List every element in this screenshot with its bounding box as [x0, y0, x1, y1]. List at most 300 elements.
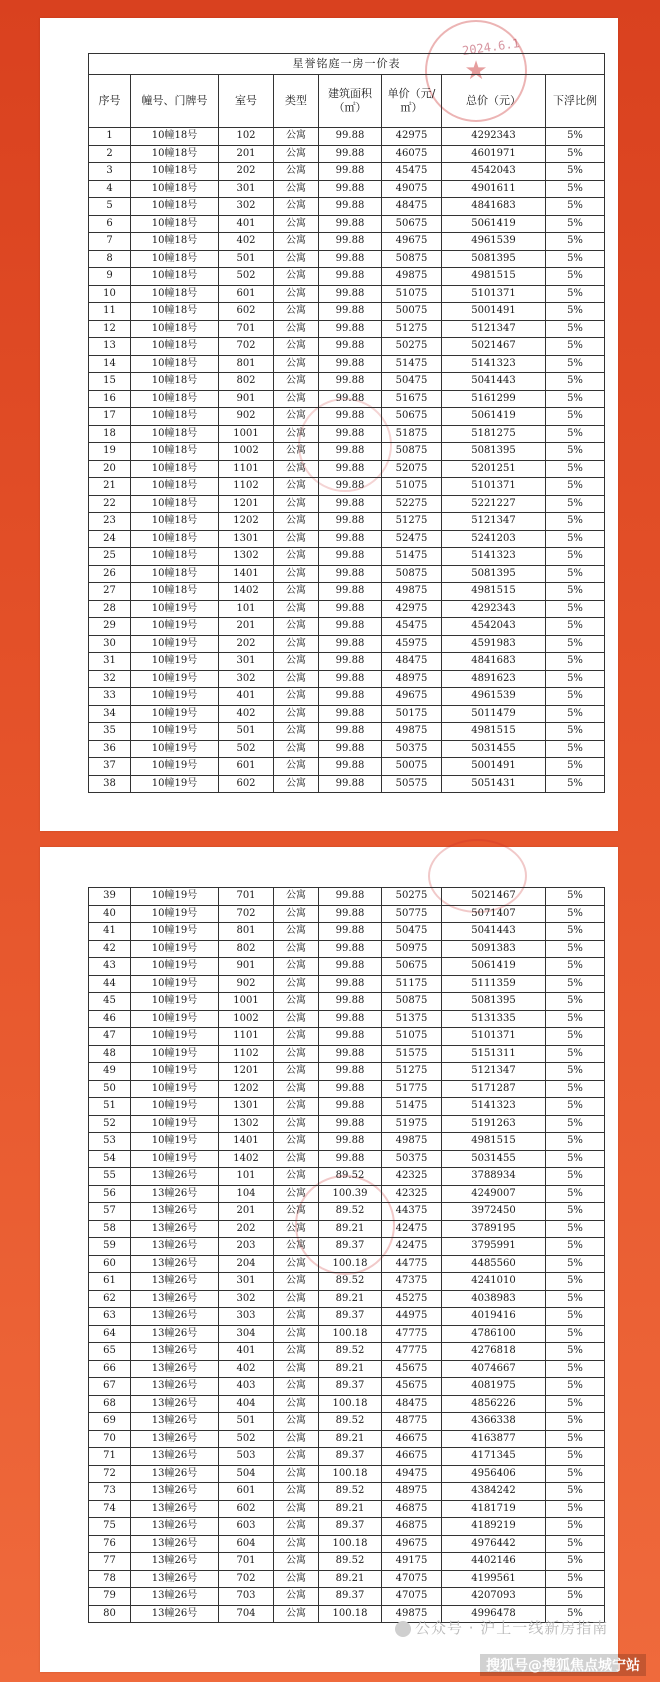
table-cell: 11: [89, 303, 131, 321]
table-cell: 13: [89, 338, 131, 356]
table-cell: 99.88: [319, 940, 382, 958]
table-cell: 89.52: [319, 1483, 382, 1501]
table-cell: 13幢26号: [131, 1413, 219, 1431]
table-cell: 24: [89, 530, 131, 548]
table-cell: 101: [219, 600, 274, 618]
table-cell: 公寓: [274, 285, 319, 303]
table-cell: 701: [219, 888, 274, 906]
table-cell: 10幢18号: [131, 250, 219, 268]
table-row: [89, 1395, 605, 1413]
table-cell: 74: [89, 1500, 131, 1518]
table-cell: 41: [89, 923, 131, 941]
table-row: [89, 1518, 605, 1536]
table-cell: 5061419: [442, 408, 546, 426]
table-cell: 5011479: [442, 705, 546, 723]
table-cell: 公寓: [274, 958, 319, 976]
table-cell: 5%: [546, 1325, 605, 1343]
table-cell: 47375: [382, 1273, 442, 1291]
table-cell: 28: [89, 600, 131, 618]
table-row: [89, 958, 605, 976]
table-cell: 9: [89, 268, 131, 286]
table-cell: 99.88: [319, 670, 382, 688]
table-cell: 100.39: [319, 1185, 382, 1203]
table-row: [89, 940, 605, 958]
table-cell: 5%: [546, 958, 605, 976]
table-cell: 5%: [546, 993, 605, 1011]
table-cell: 49875: [382, 268, 442, 286]
table-cell: 5%: [546, 425, 605, 443]
table-cell: 12: [89, 320, 131, 338]
table-cell: 65: [89, 1343, 131, 1361]
table-cell: 204: [219, 1255, 274, 1273]
table-cell: 公寓: [274, 618, 319, 636]
table-cell: 3795991: [442, 1238, 546, 1256]
table-cell: 99.88: [319, 1063, 382, 1081]
table-cell: 52: [89, 1115, 131, 1133]
table-cell: 100.18: [319, 1325, 382, 1343]
column-header: 室号: [219, 75, 274, 128]
table-cell: 13幢26号: [131, 1185, 219, 1203]
table-cell: 49475: [382, 1465, 442, 1483]
table-cell: 100.18: [319, 1535, 382, 1553]
table-cell: 99.88: [319, 1115, 382, 1133]
table-cell: 13幢26号: [131, 1588, 219, 1606]
table-cell: 公寓: [274, 583, 319, 601]
table-cell: 5001491: [442, 303, 546, 321]
table-cell: 公寓: [274, 740, 319, 758]
table-cell: 13幢26号: [131, 1430, 219, 1448]
table-row: [89, 1220, 605, 1238]
table-cell: 62: [89, 1290, 131, 1308]
table-cell: 604: [219, 1535, 274, 1553]
table-cell: 5121347: [442, 1063, 546, 1081]
table-cell: 99.88: [319, 373, 382, 391]
table-cell: 99.88: [319, 1098, 382, 1116]
table-cell: 4019416: [442, 1308, 546, 1326]
table-cell: 5121347: [442, 320, 546, 338]
table-row: [89, 1080, 605, 1098]
table-cell: 10幢18号: [131, 408, 219, 426]
table-cell: 99.88: [319, 303, 382, 321]
table-cell: 104: [219, 1185, 274, 1203]
table-cell: 5%: [546, 583, 605, 601]
table-cell: 203: [219, 1238, 274, 1256]
table-row: [89, 390, 605, 408]
table-cell: 13幢26号: [131, 1238, 219, 1256]
table-cell: 50575: [382, 775, 442, 793]
table-cell: 公寓: [274, 303, 319, 321]
table-cell: 5%: [546, 1203, 605, 1221]
table-cell: 13幢26号: [131, 1535, 219, 1553]
table-cell: 78: [89, 1570, 131, 1588]
table-cell: 公寓: [274, 1203, 319, 1221]
table-cell: 100.18: [319, 1255, 382, 1273]
table-cell: 18: [89, 425, 131, 443]
table-cell: 5%: [546, 740, 605, 758]
table-cell: 1101: [219, 1028, 274, 1046]
watermark: [395, 1617, 608, 1638]
table-cell: 公寓: [274, 1238, 319, 1256]
table-cell: 5%: [546, 618, 605, 636]
table-cell: 5151311: [442, 1045, 546, 1063]
table-cell: 10幢18号: [131, 233, 219, 251]
table-cell: 13幢26号: [131, 1168, 219, 1186]
table-row: [89, 1063, 605, 1081]
column-header: 总价（元）: [442, 75, 546, 128]
table-cell: 67: [89, 1378, 131, 1396]
table-cell: 14: [89, 355, 131, 373]
table-cell: 公寓: [274, 600, 319, 618]
table-cell: 48475: [382, 1395, 442, 1413]
table-cell: 58: [89, 1220, 131, 1238]
table-row: [89, 1028, 605, 1046]
table-cell: 10幢19号: [131, 600, 219, 618]
table-cell: 5161299: [442, 390, 546, 408]
table-cell: 4485560: [442, 1255, 546, 1273]
table-cell: 13幢26号: [131, 1290, 219, 1308]
table-cell: 13幢26号: [131, 1325, 219, 1343]
table-cell: 10幢18号: [131, 548, 219, 566]
table-cell: 99.88: [319, 460, 382, 478]
table-cell: 99.88: [319, 198, 382, 216]
table-row: [89, 1430, 605, 1448]
table-cell: 50375: [382, 1150, 442, 1168]
table-cell: 902: [219, 408, 274, 426]
table-cell: 4402146: [442, 1553, 546, 1571]
table-cell: 公寓: [274, 233, 319, 251]
table-cell: 公寓: [274, 1518, 319, 1536]
table-cell: 50875: [382, 565, 442, 583]
table-cell: 7: [89, 233, 131, 251]
table-cell: 99.88: [319, 215, 382, 233]
table-cell: 10幢19号: [131, 1133, 219, 1151]
table-row: [89, 1378, 605, 1396]
table-cell: 5101371: [442, 1028, 546, 1046]
table-row: [89, 653, 605, 671]
price-table-1: [88, 53, 605, 793]
table-cell: 5%: [546, 478, 605, 496]
table-cell: 901: [219, 958, 274, 976]
table-cell: 13幢26号: [131, 1343, 219, 1361]
table-cell: 89.52: [319, 1273, 382, 1291]
table-cell: 601: [219, 1483, 274, 1501]
table-cell: 公寓: [274, 338, 319, 356]
table-cell: 公寓: [274, 888, 319, 906]
table-cell: 1201: [219, 1063, 274, 1081]
table-cell: 99.88: [319, 338, 382, 356]
table-cell: 49875: [382, 583, 442, 601]
table-cell: 4276818: [442, 1343, 546, 1361]
table-cell: 51975: [382, 1115, 442, 1133]
table-cell: 100.18: [319, 1605, 382, 1623]
table-cell: 5%: [546, 940, 605, 958]
table-cell: 89.52: [319, 1343, 382, 1361]
table-cell: 5%: [546, 1150, 605, 1168]
table-cell: 56: [89, 1185, 131, 1203]
table-cell: 5%: [546, 688, 605, 706]
table-row: [89, 1010, 605, 1028]
table-row: [89, 635, 605, 653]
table-cell: 99.88: [319, 478, 382, 496]
table-cell: 36: [89, 740, 131, 758]
column-header: 序号: [89, 75, 131, 128]
table-cell: 99.88: [319, 548, 382, 566]
table-cell: 5%: [546, 1045, 605, 1063]
table-cell: 5%: [546, 1378, 605, 1396]
table-cell: 5%: [546, 1220, 605, 1238]
table-cell: 47: [89, 1028, 131, 1046]
table-cell: 10幢19号: [131, 1010, 219, 1028]
table-cell: 1302: [219, 1115, 274, 1133]
table-cell: 51075: [382, 478, 442, 496]
table-cell: 5031455: [442, 1150, 546, 1168]
table-cell: 402: [219, 233, 274, 251]
table-cell: 4: [89, 180, 131, 198]
table-cell: 10幢19号: [131, 688, 219, 706]
table-cell: 52075: [382, 460, 442, 478]
table-cell: 5021467: [442, 338, 546, 356]
table-row: [89, 1500, 605, 1518]
table-cell: 49075: [382, 180, 442, 198]
table-cell: 13幢26号: [131, 1448, 219, 1466]
table-cell: 602: [219, 775, 274, 793]
table-cell: 50475: [382, 923, 442, 941]
table-row: [89, 303, 605, 321]
table-cell: 13幢26号: [131, 1570, 219, 1588]
table-cell: 公寓: [274, 1605, 319, 1623]
table-cell: 10幢18号: [131, 320, 219, 338]
table-cell: 5061419: [442, 215, 546, 233]
table-cell: 4956406: [442, 1465, 546, 1483]
table-cell: 302: [219, 1290, 274, 1308]
table-cell: 公寓: [274, 320, 319, 338]
table-cell: 402: [219, 1360, 274, 1378]
seal-date: 2024.6.1: [461, 36, 521, 58]
table-row: [89, 1448, 605, 1466]
table-cell: 4249007: [442, 1185, 546, 1203]
table-cell: 5221227: [442, 495, 546, 513]
table-cell: 1401: [219, 1133, 274, 1151]
table-cell: 5%: [546, 1448, 605, 1466]
table-cell: 51075: [382, 1028, 442, 1046]
table-cell: 13幢26号: [131, 1483, 219, 1501]
table-cell: 4981515: [442, 583, 546, 601]
table-cell: 1202: [219, 1080, 274, 1098]
table-cell: 10幢18号: [131, 495, 219, 513]
table-cell: 89.37: [319, 1518, 382, 1536]
table-cell: 公寓: [274, 1448, 319, 1466]
table-cell: 13幢26号: [131, 1203, 219, 1221]
table-row: [89, 338, 605, 356]
table-row: [89, 618, 605, 636]
table-cell: 公寓: [274, 1010, 319, 1028]
table-cell: 48475: [382, 198, 442, 216]
table-cell: 60: [89, 1255, 131, 1273]
table-cell: 5%: [546, 1395, 605, 1413]
table-cell: 1001: [219, 425, 274, 443]
table-cell: 503: [219, 1448, 274, 1466]
table-cell: 4189219: [442, 1518, 546, 1536]
table-cell: 99.88: [319, 583, 382, 601]
table-cell: 39: [89, 888, 131, 906]
table-row: [89, 1255, 605, 1273]
table-cell: 50475: [382, 373, 442, 391]
table-cell: 10幢18号: [131, 145, 219, 163]
table-cell: 50175: [382, 705, 442, 723]
table-cell: 公寓: [274, 1395, 319, 1413]
table-row: [89, 1133, 605, 1151]
table-cell: 99.88: [319, 268, 382, 286]
table-cell: 1301: [219, 1098, 274, 1116]
table-row: [89, 670, 605, 688]
table-cell: 15: [89, 373, 131, 391]
table-cell: 2: [89, 145, 131, 163]
table-cell: 10幢19号: [131, 723, 219, 741]
table-cell: 89.21: [319, 1500, 382, 1518]
table-cell: 38: [89, 775, 131, 793]
table-cell: 202: [219, 635, 274, 653]
table-cell: 5%: [546, 1168, 605, 1186]
table-cell: 5%: [546, 1588, 605, 1606]
table-cell: 501: [219, 723, 274, 741]
table-cell: 5%: [546, 355, 605, 373]
header-row: [89, 75, 605, 128]
table-cell: 10幢18号: [131, 180, 219, 198]
table-cell: 47075: [382, 1588, 442, 1606]
table-cell: 702: [219, 338, 274, 356]
table-cell: 5%: [546, 705, 605, 723]
table-cell: 49675: [382, 1535, 442, 1553]
table-cell: 51375: [382, 1010, 442, 1028]
table-cell: 64: [89, 1325, 131, 1343]
table-cell: 13幢26号: [131, 1308, 219, 1326]
table-cell: 48: [89, 1045, 131, 1063]
table-cell: 5%: [546, 513, 605, 531]
table-cell: 5%: [546, 303, 605, 321]
table-cell: 37: [89, 758, 131, 776]
table-cell: 4199561: [442, 1570, 546, 1588]
table-cell: 46: [89, 1010, 131, 1028]
table-cell: 70: [89, 1430, 131, 1448]
table-row: [89, 565, 605, 583]
table-cell: 52275: [382, 495, 442, 513]
table-row: [89, 1325, 605, 1343]
table-cell: 99.88: [319, 1045, 382, 1063]
table-cell: 902: [219, 975, 274, 993]
table-cell: 10幢18号: [131, 513, 219, 531]
table-cell: 201: [219, 145, 274, 163]
table-row: [89, 705, 605, 723]
table-cell: 5121347: [442, 513, 546, 531]
table-row: [89, 905, 605, 923]
table-cell: 102: [219, 128, 274, 146]
table-cell: 10幢18号: [131, 425, 219, 443]
column-header: 建筑面积（㎡）: [319, 75, 382, 128]
table-cell: 99.88: [319, 128, 382, 146]
table-cell: 89.21: [319, 1220, 382, 1238]
table-cell: 99.88: [319, 1080, 382, 1098]
table-cell: 1302: [219, 548, 274, 566]
table-cell: 3789195: [442, 1220, 546, 1238]
table-cell: 99.88: [319, 758, 382, 776]
table-cell: 51275: [382, 513, 442, 531]
table-cell: 602: [219, 1500, 274, 1518]
table-cell: 8: [89, 250, 131, 268]
table-cell: 89.37: [319, 1378, 382, 1396]
table-cell: 公寓: [274, 993, 319, 1011]
table-row: [89, 775, 605, 793]
table-cell: 公寓: [274, 1028, 319, 1046]
table-cell: 47775: [382, 1325, 442, 1343]
table-cell: 50675: [382, 958, 442, 976]
table-cell: 5%: [546, 443, 605, 461]
table-row: [89, 495, 605, 513]
table-cell: 403: [219, 1378, 274, 1396]
table-cell: 10幢19号: [131, 905, 219, 923]
table-cell: 99.88: [319, 180, 382, 198]
table-cell: 4856226: [442, 1395, 546, 1413]
table-row: [89, 425, 605, 443]
table-cell: 4981515: [442, 268, 546, 286]
table-cell: 51475: [382, 548, 442, 566]
table-cell: 901: [219, 390, 274, 408]
table-cell: 10幢19号: [131, 1063, 219, 1081]
table-cell: 48475: [382, 653, 442, 671]
table-cell: 89.37: [319, 1238, 382, 1256]
price-table-2: [88, 887, 605, 1623]
table-cell: 704: [219, 1605, 274, 1623]
table-cell: 5191263: [442, 1115, 546, 1133]
table-cell: 29: [89, 618, 131, 636]
table-cell: 17: [89, 408, 131, 426]
table-row: [89, 233, 605, 251]
table-cell: 89.37: [319, 1448, 382, 1466]
table-cell: 公寓: [274, 390, 319, 408]
table-cell: 10幢18号: [131, 583, 219, 601]
table-cell: 公寓: [274, 1500, 319, 1518]
table-cell: 49875: [382, 1605, 442, 1623]
table-cell: 302: [219, 198, 274, 216]
table-cell: 99.88: [319, 530, 382, 548]
table-row: [89, 1115, 605, 1133]
footer-credit: 搜狐号@搜狐焦点城宁站: [480, 1654, 646, 1676]
table-cell: 301: [219, 1273, 274, 1291]
table-cell: 99.88: [319, 285, 382, 303]
table-cell: 35: [89, 723, 131, 741]
table-cell: 603: [219, 1518, 274, 1536]
table-cell: 13幢26号: [131, 1605, 219, 1623]
table-cell: 5%: [546, 180, 605, 198]
table-cell: 5%: [546, 338, 605, 356]
table-row: [89, 478, 605, 496]
table-cell: 10幢18号: [131, 285, 219, 303]
table-cell: 46675: [382, 1430, 442, 1448]
table-cell: 53: [89, 1133, 131, 1151]
table-cell: 3972450: [442, 1203, 546, 1221]
table-cell: 89.52: [319, 1413, 382, 1431]
table-cell: 99.88: [319, 390, 382, 408]
table-cell: 50075: [382, 303, 442, 321]
table-cell: 公寓: [274, 723, 319, 741]
table-cell: 5%: [546, 1238, 605, 1256]
table-cell: 99.88: [319, 408, 382, 426]
table-cell: 5%: [546, 1343, 605, 1361]
table-cell: 10幢18号: [131, 268, 219, 286]
table-cell: 公寓: [274, 758, 319, 776]
table-cell: 5%: [546, 1133, 605, 1151]
table-cell: 502: [219, 268, 274, 286]
table-cell: 79: [89, 1588, 131, 1606]
